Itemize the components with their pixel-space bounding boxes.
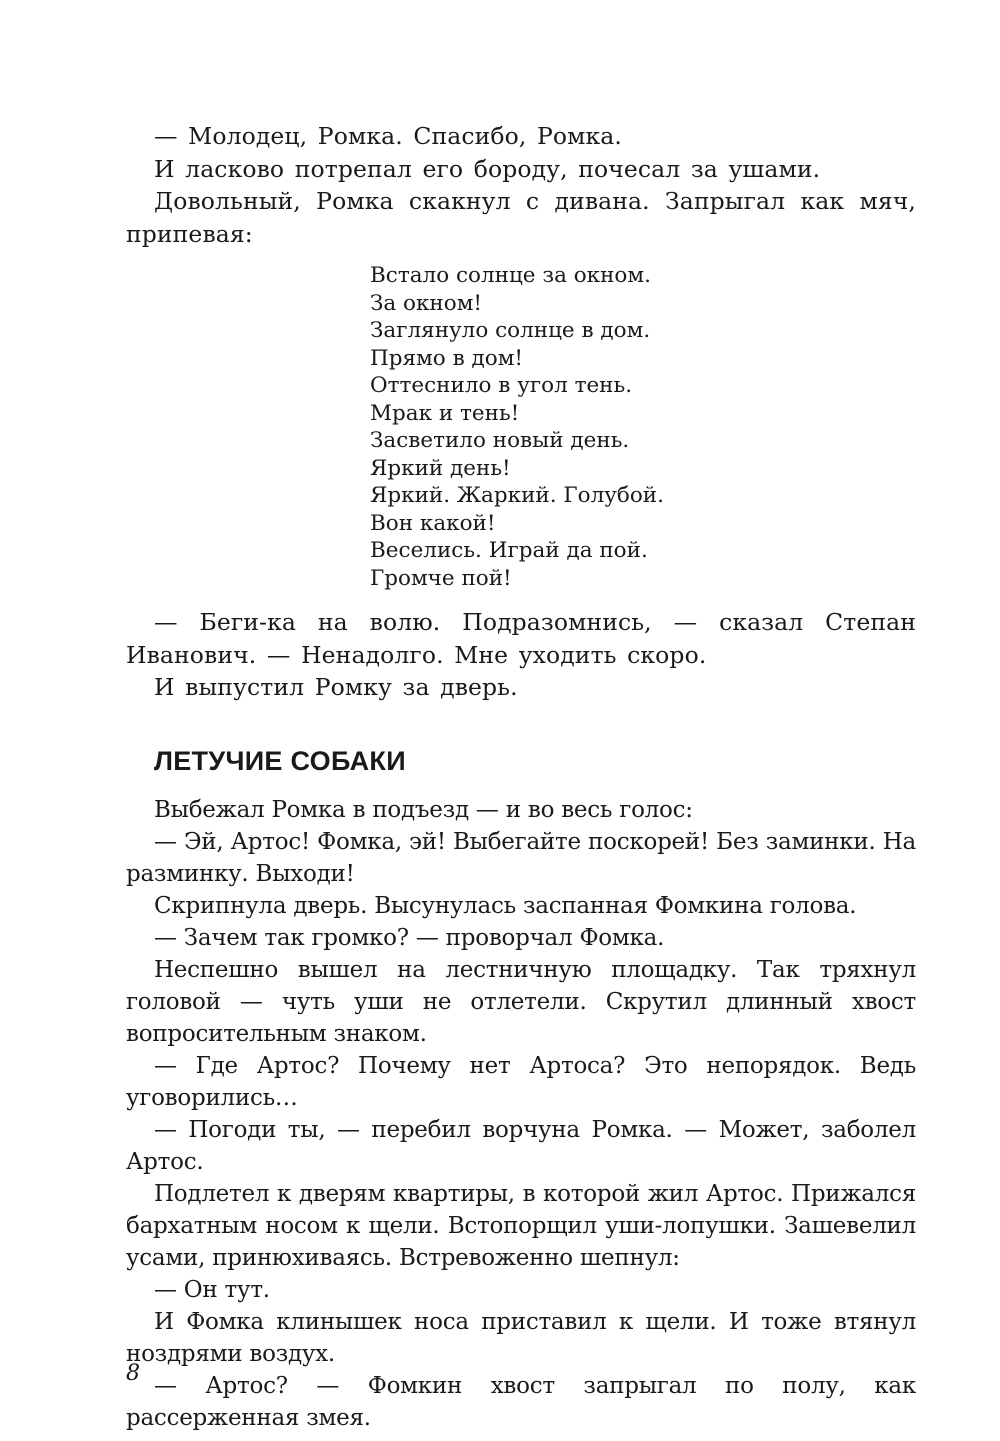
paragraph: — Погоди ты, — перебил ворчуна Ромка. — Может, заболел Артос. xyxy=(126,1116,916,1175)
poem-line: Вон какой! xyxy=(370,510,496,536)
paragraph: — Зачем так громко? — проворчал Фомка. xyxy=(154,924,665,951)
poem-line: Засветило новый день. xyxy=(370,428,630,453)
paragraph: — Беги-ка на волю. Подразомнись, — сказал Степан Иванович. — Ненадолго. Мне уходить скоро. xyxy=(126,608,916,669)
chapter-heading: ЛЕТУЧИЕ СОБАКИ xyxy=(154,745,406,776)
paragraph: — Он тут. xyxy=(154,1276,270,1303)
paragraph: И Фомка клинышек носа приставил к щели. И тоже втянул ноздрями воздух. xyxy=(126,1308,916,1367)
paragraph: Подлетел к дверям квартиры, в которой жил Артос. Прижался бархатным носом к щели. Встопорщил уши-лопушки. Зашевелил усами, принюхиваясь. Встревоженно шепнул: xyxy=(126,1180,916,1271)
page-body xyxy=(126,120,916,1434)
paragraph: Довольный, Ромка скакнул с дивана. Запрыгал как мяч, припевая: xyxy=(126,187,916,248)
poem-line: Веселись. Играй да пой. xyxy=(370,538,648,563)
paragraph: — Артос? — Фомкин хвост запрыгал по полу, как рассерженная змея. xyxy=(126,1372,916,1431)
poem-line: Громче пой! xyxy=(370,565,512,591)
paragraph: — Где Артос? Почему нет Артоса? Это непорядок. Ведь уговорились… xyxy=(126,1052,916,1111)
poem-line: Прямо в дом! xyxy=(370,345,524,371)
poem-line: Заглянуло солнце в дом. xyxy=(370,318,651,343)
paragraph: — Молодец, Ромка. Спасибо, Ромка. xyxy=(154,122,622,150)
paragraph: И ласково потрепал его бороду, почесал за ушами. xyxy=(154,154,821,183)
page-number: 8 xyxy=(126,1361,140,1386)
section-previous-chapter xyxy=(126,120,916,704)
paragraph: Выбежал Ромка в подъезд — и во весь голос: xyxy=(154,796,693,823)
poem-line: Яркий день! xyxy=(370,455,511,481)
poem-line: За окном! xyxy=(370,290,483,316)
poem-line: Оттеснило в угол тень. xyxy=(370,373,633,398)
section-chapter-text xyxy=(126,794,916,1434)
poem-line: Встало солнце за окном. xyxy=(370,263,651,288)
paragraph: Неспешно вышел на лестничную площадку. Так тряхнул головой — чуть уши не отлетели. Скрутил длинный хвост вопросительным знаком. xyxy=(126,956,916,1047)
paragraph: И выпустил Ромку за дверь. xyxy=(154,673,518,701)
poem xyxy=(370,262,916,592)
poem-line: Мрак и тень! xyxy=(370,400,520,426)
poem-line: Яркий. Жаркий. Голубой. xyxy=(370,483,664,508)
paragraph: — Эй, Артос! Фомка, эй! Выбегайте поскорей! Без заминки. На разминку. Выходи! xyxy=(126,828,916,887)
paragraph: Скрипнула дверь. Высунулась заспанная Фомкина голова. xyxy=(154,892,857,919)
